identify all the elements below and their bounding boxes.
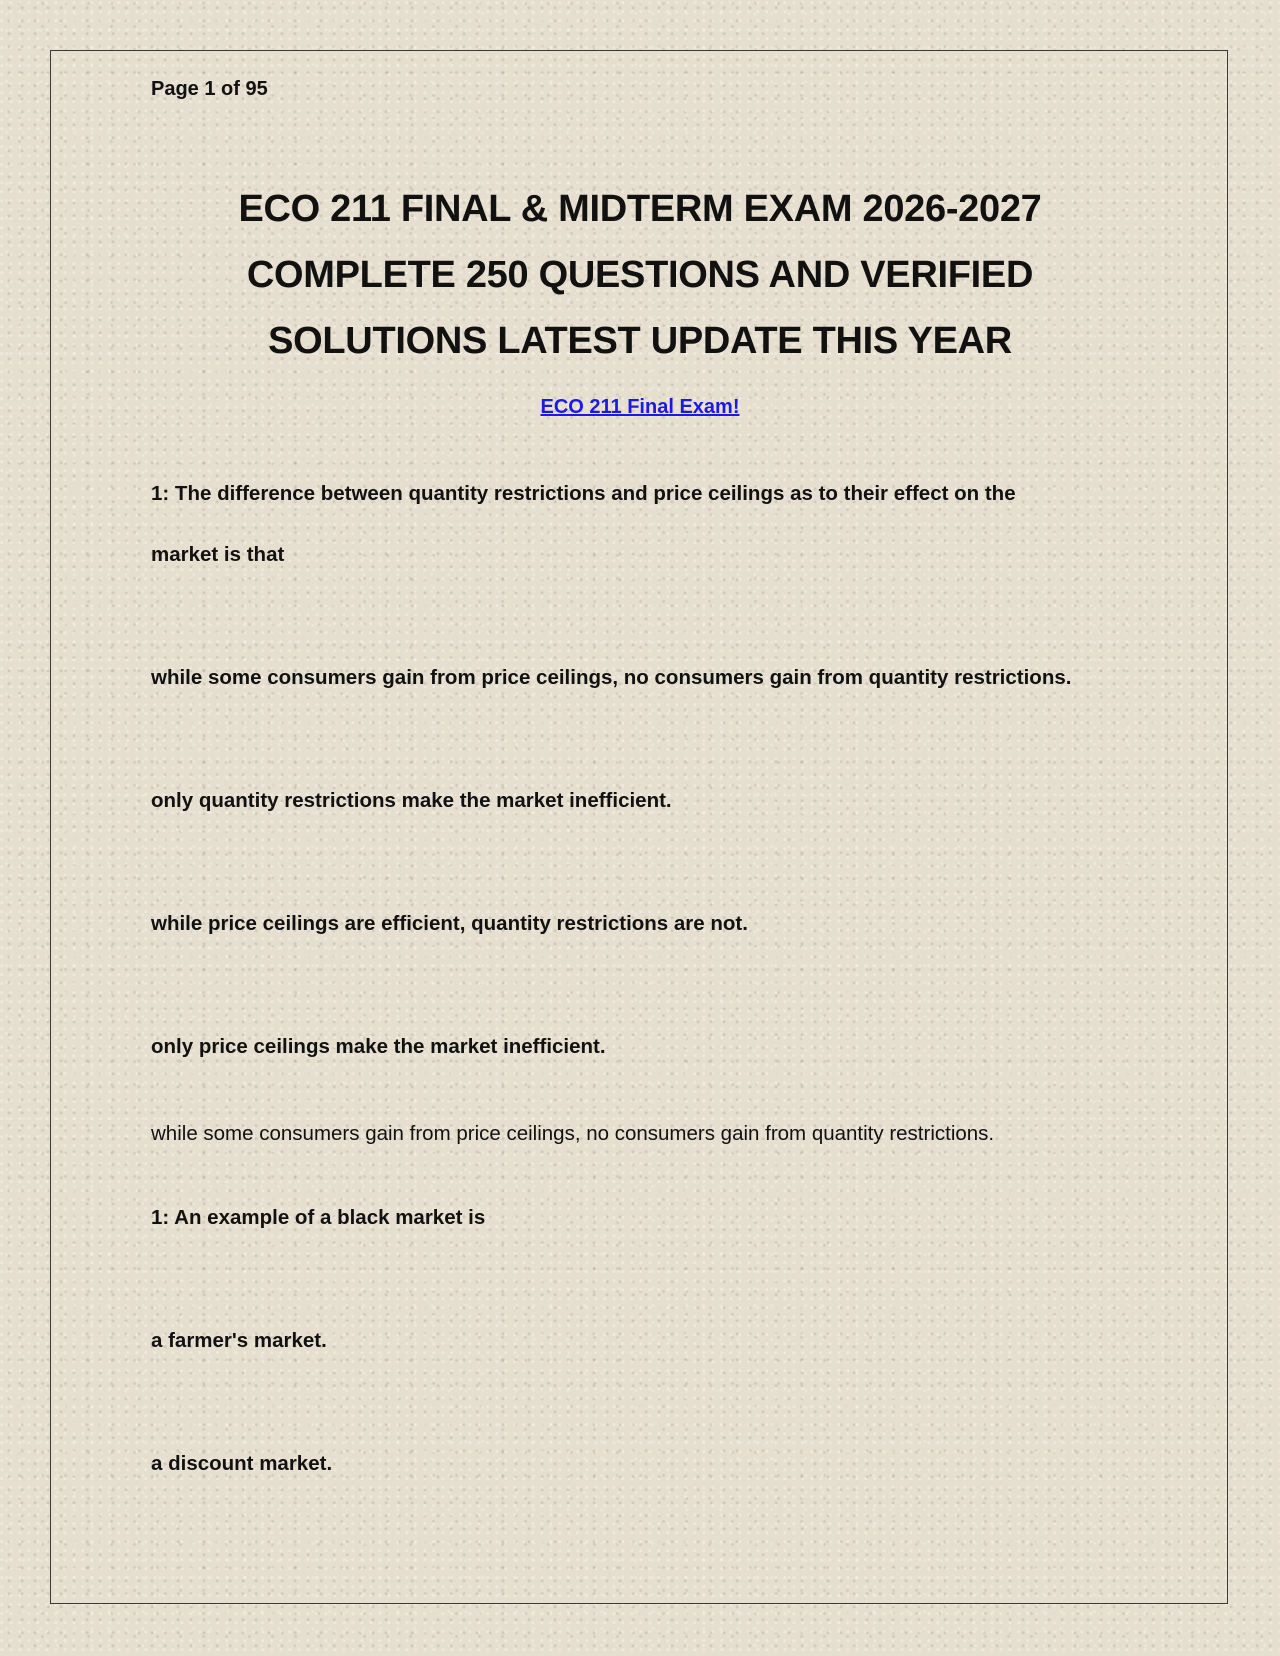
question-2-option-1: a farmer's market. <box>151 1329 327 1352</box>
question-1-option-4: only price ceilings make the market inefficient. <box>151 1035 606 1058</box>
question-1-option-2: only quantity restrictions make the market inefficient. <box>151 789 672 812</box>
question-1-answer: while some consumers gain from price ceilings, no consumers gain from quantity restrictions. <box>151 1122 995 1145</box>
exam-link[interactable]: ECO 211 Final Exam! <box>540 396 740 418</box>
question-1-prompt-line-2: market is that <box>151 543 285 566</box>
document-title <box>140 176 1140 374</box>
question-1-option-1: while some consumers gain from price ceilings, no consumers gain from quantity restrictions. <box>151 666 1072 689</box>
question-2-option-2: a discount market. <box>151 1452 333 1475</box>
title-line-2: COMPLETE 250 QUESTIONS AND VERIFIED <box>246 254 1034 296</box>
title-line-3: SOLUTIONS LATEST UPDATE THIS YEAR <box>268 320 1012 362</box>
exam-link-container <box>140 396 1140 419</box>
page-number: Page 1 of 95 <box>151 78 268 100</box>
title-line-1: ECO 211 FINAL & MIDTERM EXAM 2026-2027 <box>238 188 1042 230</box>
question-1-prompt-line-1: 1: The difference between quantity restrictions and price ceilings as to their effect on the <box>151 482 1016 505</box>
question-1-option-3: while price ceilings are efficient, quantity restrictions are not. <box>151 912 748 935</box>
question-2-prompt: 1: An example of a black market is <box>151 1206 486 1229</box>
